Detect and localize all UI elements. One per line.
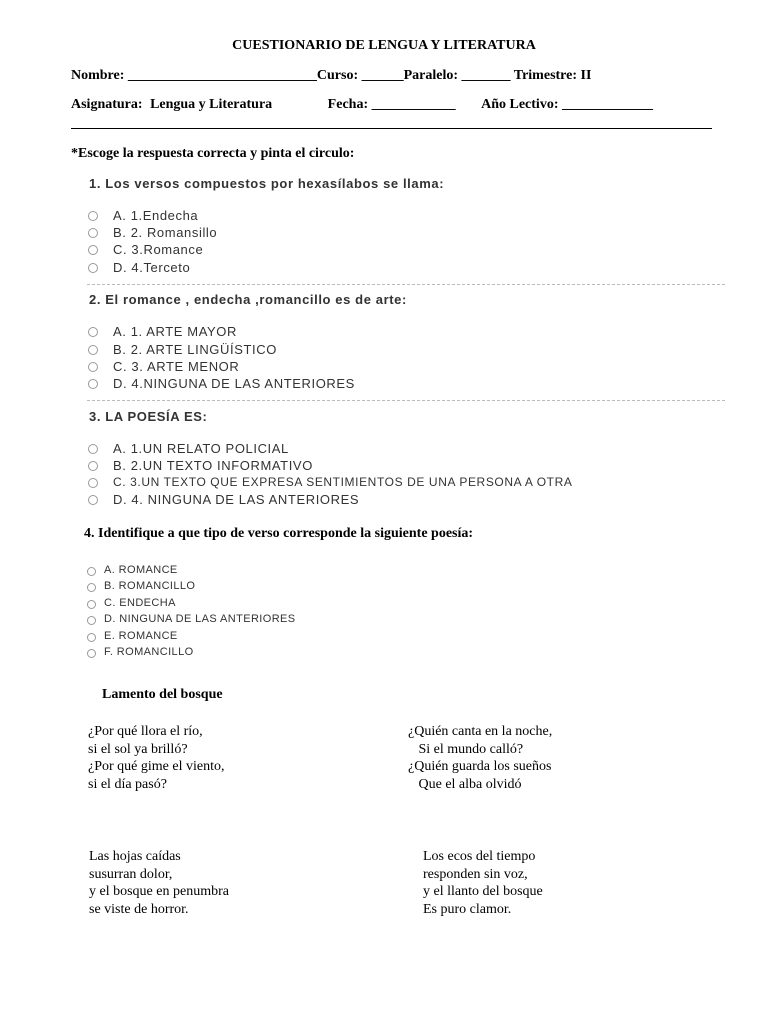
question-4-title: 4. Identifique a que tipo de verso corresponde la siguiente poesía:	[84, 526, 474, 541]
asignatura-label: Asignatura:	[71, 97, 143, 112]
option-label: B. 2. ARTE LINGÜÍSTICO	[113, 342, 277, 357]
ano-lectivo-field: Año Lectivo: _____________	[481, 97, 653, 112]
radio-q3-d[interactable]	[88, 495, 98, 505]
radio-q4-e[interactable]	[87, 633, 96, 642]
option-label: A. 1. ARTE MAYOR	[113, 324, 237, 339]
radio-q4-d[interactable]	[87, 616, 96, 625]
option-label: D. 4.NINGUNA DE LAS ANTERIORES	[113, 376, 355, 391]
poem-line: Los ecos del tiempo	[423, 849, 536, 864]
poem-line: ¿Quién guarda los sueños	[408, 759, 552, 775]
option-label: C. 3.Romance	[113, 242, 204, 257]
option-label: E. ROMANCE	[104, 630, 178, 642]
option-label: B. 2. Romansillo	[113, 225, 218, 240]
poem-line: y el llanto del bosque	[423, 884, 543, 900]
instruction-text: *Escoge la respuesta correcta y pinta el circulo:	[71, 146, 355, 161]
poem-line: y el bosque en penumbra	[89, 884, 229, 900]
fecha-field: Fecha: ____________	[327, 97, 456, 112]
option-label: B. ROMANCILLO	[104, 580, 196, 592]
option-label: C. ENDECHA	[104, 597, 176, 609]
radio-q2-d[interactable]	[88, 379, 98, 389]
poem-line: si el sol ya brilló?	[88, 741, 188, 757]
radio-q3-b[interactable]	[88, 461, 98, 471]
option-label: D. 4. NINGUNA DE LAS ANTERIORES	[113, 492, 360, 507]
radio-q1-b[interactable]	[88, 228, 98, 238]
question-1-title: 1. Los versos compuestos por hexasílabos se llama:	[89, 176, 445, 191]
option-label: C. 3. ARTE MENOR	[113, 359, 240, 374]
radio-q4-c[interactable]	[87, 600, 96, 609]
option-label: F. ROMANCILLO	[104, 646, 194, 658]
poem-line: responden sin voz,	[423, 866, 528, 882]
poem-line: si el día pasó?	[88, 776, 167, 792]
radio-q1-d[interactable]	[88, 263, 98, 273]
page-title: CUESTIONARIO DE LENGUA Y LITERATURA	[232, 38, 536, 53]
poem-title: Lamento del bosque	[102, 687, 223, 702]
radio-q4-a[interactable]	[87, 567, 96, 576]
poem-line: Que el alba olvidó	[408, 776, 522, 792]
option-label: C. 3.UN TEXTO QUE EXPRESA SENTIMIENTOS DE UNA PERSONA A OTRA	[113, 475, 573, 489]
radio-q2-c[interactable]	[88, 362, 98, 372]
radio-q4-b[interactable]	[87, 583, 96, 592]
radio-q4-f[interactable]	[87, 649, 96, 658]
radio-q3-c[interactable]	[88, 478, 98, 488]
poem-line: Si el mundo calló?	[408, 741, 524, 757]
radio-q2-a[interactable]	[88, 327, 98, 337]
poem-stanza-1	[88, 723, 224, 793]
header-divider	[71, 128, 712, 129]
option-label: D. 4.Terceto	[113, 260, 191, 275]
option-label: A. ROMANCE	[104, 564, 178, 576]
poem-line: ¿Por qué gime el viento,	[88, 759, 225, 775]
question-3-title: 3. LA POESÍA ES:	[89, 409, 208, 424]
poem-stanza-2	[408, 723, 552, 793]
poem-line: susurran dolor,	[89, 866, 173, 882]
subject-line	[71, 97, 653, 113]
radio-q2-b[interactable]	[88, 345, 98, 355]
radio-q3-a[interactable]	[88, 444, 98, 454]
student-info-line: Nombre: ___________________________Curso: ______Paralelo: _______ Trimestre: II	[71, 68, 592, 83]
asignatura-value: Lengua y Literatura	[150, 97, 273, 112]
option-label: A. 1.Endecha	[113, 208, 199, 223]
question-divider	[87, 400, 725, 401]
question-2-title: 2. El romance , endecha ,romancillo es de arte:	[89, 292, 407, 307]
poem-line: se viste de horror.	[89, 901, 189, 917]
poem-stanza-4	[423, 848, 543, 918]
poem-line: Las hojas caídas	[89, 849, 181, 864]
poem-stanza-3	[89, 848, 229, 918]
radio-q1-c[interactable]	[88, 245, 98, 255]
poem-line: Es puro clamor.	[423, 901, 512, 917]
radio-q1-a[interactable]	[88, 211, 98, 221]
poem-line: ¿Por qué llora el río,	[88, 724, 203, 739]
option-label: A. 1.UN RELATO POLICIAL	[113, 441, 289, 456]
question-divider	[87, 284, 725, 285]
poem-line: ¿Quién canta en la noche,	[408, 724, 553, 739]
option-label: B. 2.UN TEXTO INFORMATIVO	[113, 458, 313, 473]
option-label: D. NINGUNA DE LAS ANTERIORES	[104, 613, 296, 625]
